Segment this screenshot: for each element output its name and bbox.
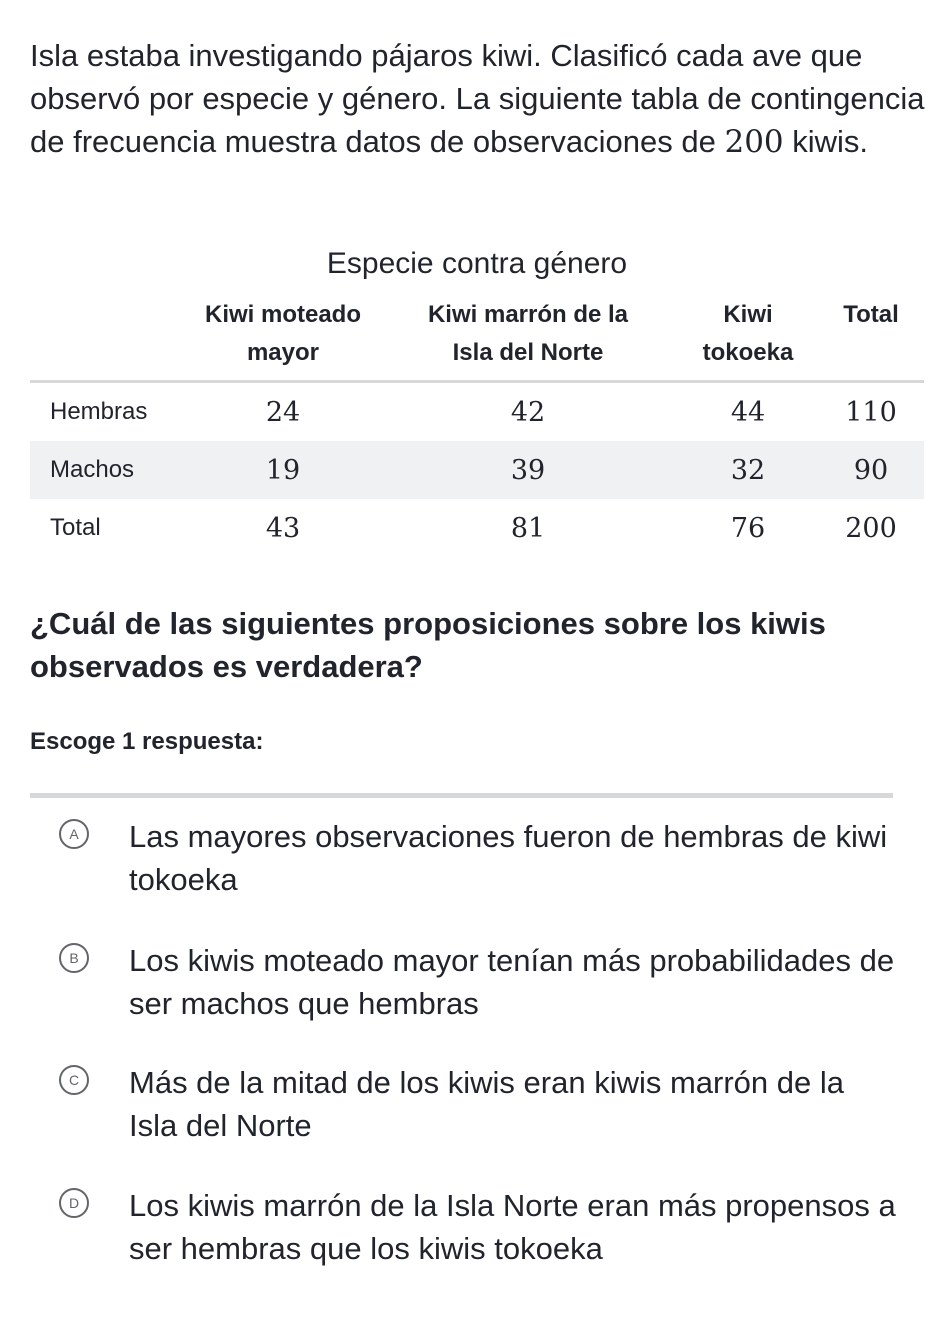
problem-statement bbox=[30, 34, 930, 164]
table-cell: 42 bbox=[510, 396, 546, 428]
corner-header bbox=[30, 290, 188, 382]
problem-text: Isla estaba investigando pájaros kiwi. Clasificó cada ave que observó por especie y género. La siguiente tabla de contingencia de frecuencia muestra datos de observaciones de bbox=[30, 38, 925, 159]
table-row-hembras bbox=[30, 382, 924, 442]
choice-a-radio[interactable]: A bbox=[59, 819, 89, 849]
choice-a-label[interactable]: Las mayores observaciones fueron de hembras de kiwi tokoeka bbox=[129, 819, 888, 897]
table-title: Especie contra género bbox=[326, 247, 628, 280]
choice-b-label[interactable]: Los kiwis moteado mayor tenían más probabilidades de ser machos que hembras bbox=[129, 943, 895, 1021]
column-header: Kiwi tokoeka bbox=[678, 290, 818, 382]
table-cell: 43 bbox=[265, 512, 301, 544]
table-row-machos bbox=[30, 441, 924, 499]
column-header: Kiwi marrón de la Isla del Norte bbox=[378, 290, 678, 382]
contingency-table bbox=[30, 290, 924, 557]
table-cell: 19 bbox=[188, 441, 378, 499]
choice-c-radio[interactable]: C bbox=[59, 1065, 89, 1095]
choice-d-label[interactable]: Los kiwis marrón de la Isla Norte eran más propensos a ser hembras que los kiwis tokoeka bbox=[129, 1188, 896, 1266]
row-label: Machos bbox=[30, 441, 188, 499]
row-label: Total bbox=[50, 514, 101, 541]
table-cell: 76 bbox=[730, 512, 766, 544]
row-label: Hembras bbox=[50, 398, 148, 425]
answer-instruction: Escoge 1 respuesta: bbox=[30, 728, 264, 755]
divider bbox=[30, 793, 893, 798]
observation-count: 200 bbox=[724, 124, 784, 160]
table-cell: 24 bbox=[265, 396, 301, 428]
table-cell: 44 bbox=[730, 396, 766, 428]
table-cell: 200 bbox=[845, 512, 897, 544]
problem-text-end: kiwis. bbox=[783, 124, 869, 159]
choice-c-label[interactable]: Más de la mitad de los kiwis eran kiwis marrón de la Isla del Norte bbox=[129, 1065, 844, 1143]
table-cell: 90 bbox=[818, 441, 924, 499]
table-header-row bbox=[30, 290, 924, 382]
choice-b-radio[interactable]: B bbox=[59, 943, 89, 973]
table-cell: 110 bbox=[845, 396, 897, 428]
table-cell: 39 bbox=[378, 441, 678, 499]
question-text: ¿Cuál de las siguientes proposiciones sobre los kiwis observados es verdadera? bbox=[30, 606, 826, 684]
table-cell: 32 bbox=[678, 441, 818, 499]
choice-d-radio[interactable]: D bbox=[59, 1188, 89, 1218]
column-header: Kiwi moteado mayor bbox=[188, 290, 378, 382]
column-header: Total bbox=[818, 290, 924, 382]
table-row-total bbox=[30, 499, 924, 557]
table-cell: 81 bbox=[510, 512, 546, 544]
